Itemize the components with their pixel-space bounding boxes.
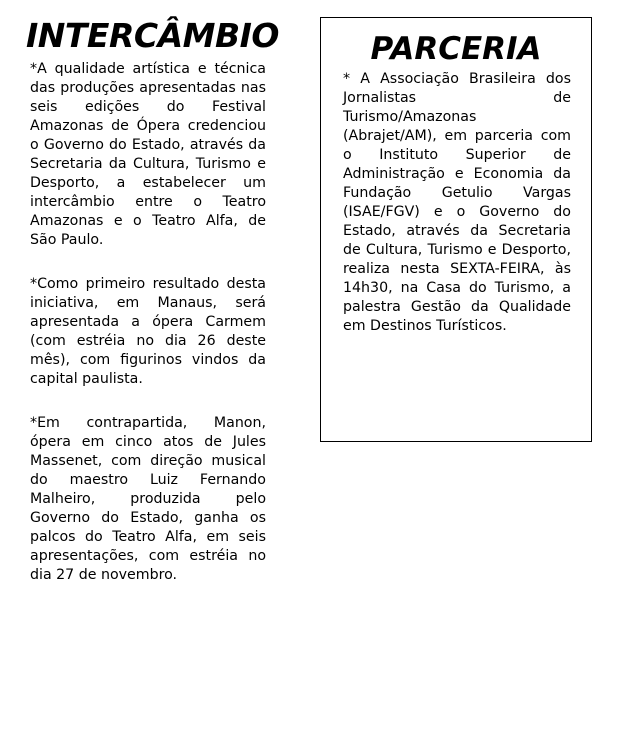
intercambio-title: INTERCÂMBIO [26, 16, 279, 55]
parceria-paragraph: * A Associação Brasileira dos Jornalistas de Turismo/Amazonas (Abrajet/AM), em parceria com o Instituto Superior de Administração e Economia da Fundação Getulio Vargas (ISAE/FGV) e o Governo do Estado, através da Secretaria de Cultura, Turismo e Desporto, realiza nesta SEXTA-FEIRA, às 14h30, na Casa do Turismo, a palestra Gestão da Qualidade em Destinos Turísticos. [343, 71, 571, 334]
parceria-title: PARCERIA [370, 31, 542, 67]
parceria-box [320, 17, 592, 442]
intercambio-column [26, 16, 280, 610]
intercambio-paragraph-1: *A qualidade artística e técnica das produções apresentadas nas seis edições do Festival Amazonas de Ópera credenciou o Governo do Estado, através da Secretaria da Cultura, Turismo e Desporto, a estabelecer um intercâmbio entre o Teatro Amazonas e o Teatro Alfa, de São Paulo. [30, 61, 266, 248]
intercambio-paragraph-3: *Em contrapartida, Manon, ópera em cinco atos de Jules Massenet, com direção musical do maestro Luiz Fernando Malheiro, produzida pelo Governo do Estado, ganha os palcos do Teatro Alfa, em seis apresentações, com estréia no dia 27 de novembro. [30, 415, 266, 583]
intercambio-paragraph-2: *Como primeiro resultado desta iniciativa, em Manaus, será apresentada a ópera Carmem (com estréia no dia 26 deste mês), com figurinos vindos da capital paulista. [30, 276, 266, 387]
